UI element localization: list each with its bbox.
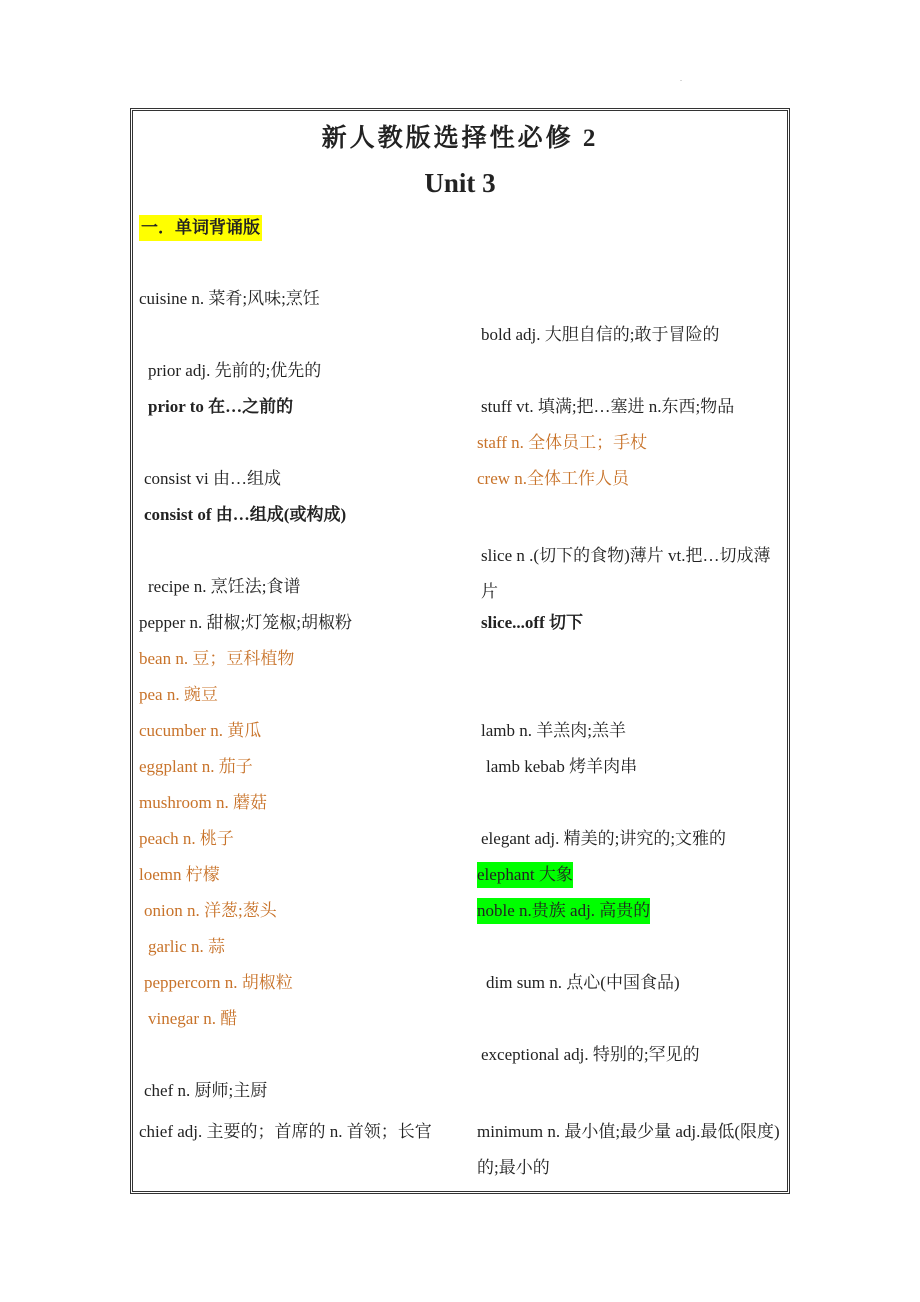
vocab-onion: onion n. 洋葱;葱头	[144, 901, 277, 920]
vocab-chief: chief adj. 主要的；首席的 n. 首领；长官	[139, 1122, 432, 1141]
vocab-cucumber: cucumber n. 黄瓜	[139, 721, 262, 740]
vocab-elegant: elegant adj. 精美的;讲究的;文雅的	[481, 829, 727, 848]
vocab-peppercorn: peppercorn n. 胡椒粒	[144, 973, 293, 992]
section-heading: 一．单词背诵版	[139, 215, 262, 241]
header-mark: .	[680, 74, 682, 83]
vocab-bold: bold adj. 大胆自信的;敢于冒险的	[481, 325, 720, 344]
vocab-pea: pea n. 豌豆	[139, 685, 218, 704]
vocab-lemon: loemn 柠檬	[139, 865, 220, 884]
vocab-mushroom: mushroom n. 蘑菇	[139, 793, 267, 812]
unit-title: Unit 3	[424, 168, 496, 198]
phrase-slice-off: slice...off 切下	[481, 613, 583, 632]
vocab-garlic: garlic n. 蒜	[148, 937, 225, 956]
vocab-noble: noble n.贵族 adj. 高贵的	[477, 898, 650, 924]
vocab-consist: consist vi 由…组成	[144, 469, 281, 488]
page-title: 新人教版选择性必修 2	[321, 125, 599, 152]
vocab-eggplant: eggplant n. 茄子	[139, 757, 253, 776]
vocab-pepper: pepper n. 甜椒;灯笼椒;胡椒粉	[139, 613, 352, 632]
vocab-elephant: elephant 大象	[477, 862, 573, 888]
vocab-peach: peach n. 桃子	[139, 829, 234, 848]
vocab-bean: bean n. 豆；豆科植物	[139, 649, 295, 668]
vocab-chef: chef n. 厨师;主厨	[144, 1081, 268, 1100]
vocab-recipe: recipe n. 烹饪法;食谱	[148, 577, 301, 596]
vocab-exceptional: exceptional adj. 特别的;罕见的	[481, 1045, 700, 1064]
vocab-lamb-kebab: lamb kebab 烤羊肉串	[486, 757, 638, 776]
vocab-vinegar: vinegar n. 醋	[148, 1009, 238, 1028]
vocab-slice: slice n .(切下的食物)薄片 vt.把…切成薄片	[481, 546, 771, 601]
vocab-minimum: minimum n. 最小值;最少量 adj.最低(限度)的;最小的	[477, 1122, 780, 1177]
vocab-lamb: lamb n. 羊羔肉;羔羊	[481, 721, 626, 740]
vocab-dim-sum: dim sum n. 点心(中国食品)	[486, 973, 680, 992]
vocab-cuisine: cuisine n. 菜肴;风味;烹饪	[139, 289, 320, 308]
vocab-prior: prior adj. 先前的;优先的	[148, 361, 322, 380]
vocab-stuff: stuff vt. 填满;把…塞进 n.东西;物品	[481, 397, 735, 416]
vocab-staff: staff n. 全体员工；手杖	[477, 433, 648, 452]
phrase-consist-of: consist of 由…组成(或构成)	[144, 505, 347, 524]
vocab-crew: crew n.全体工作人员	[477, 469, 630, 488]
phrase-prior-to: prior to 在…之前的	[148, 397, 294, 416]
